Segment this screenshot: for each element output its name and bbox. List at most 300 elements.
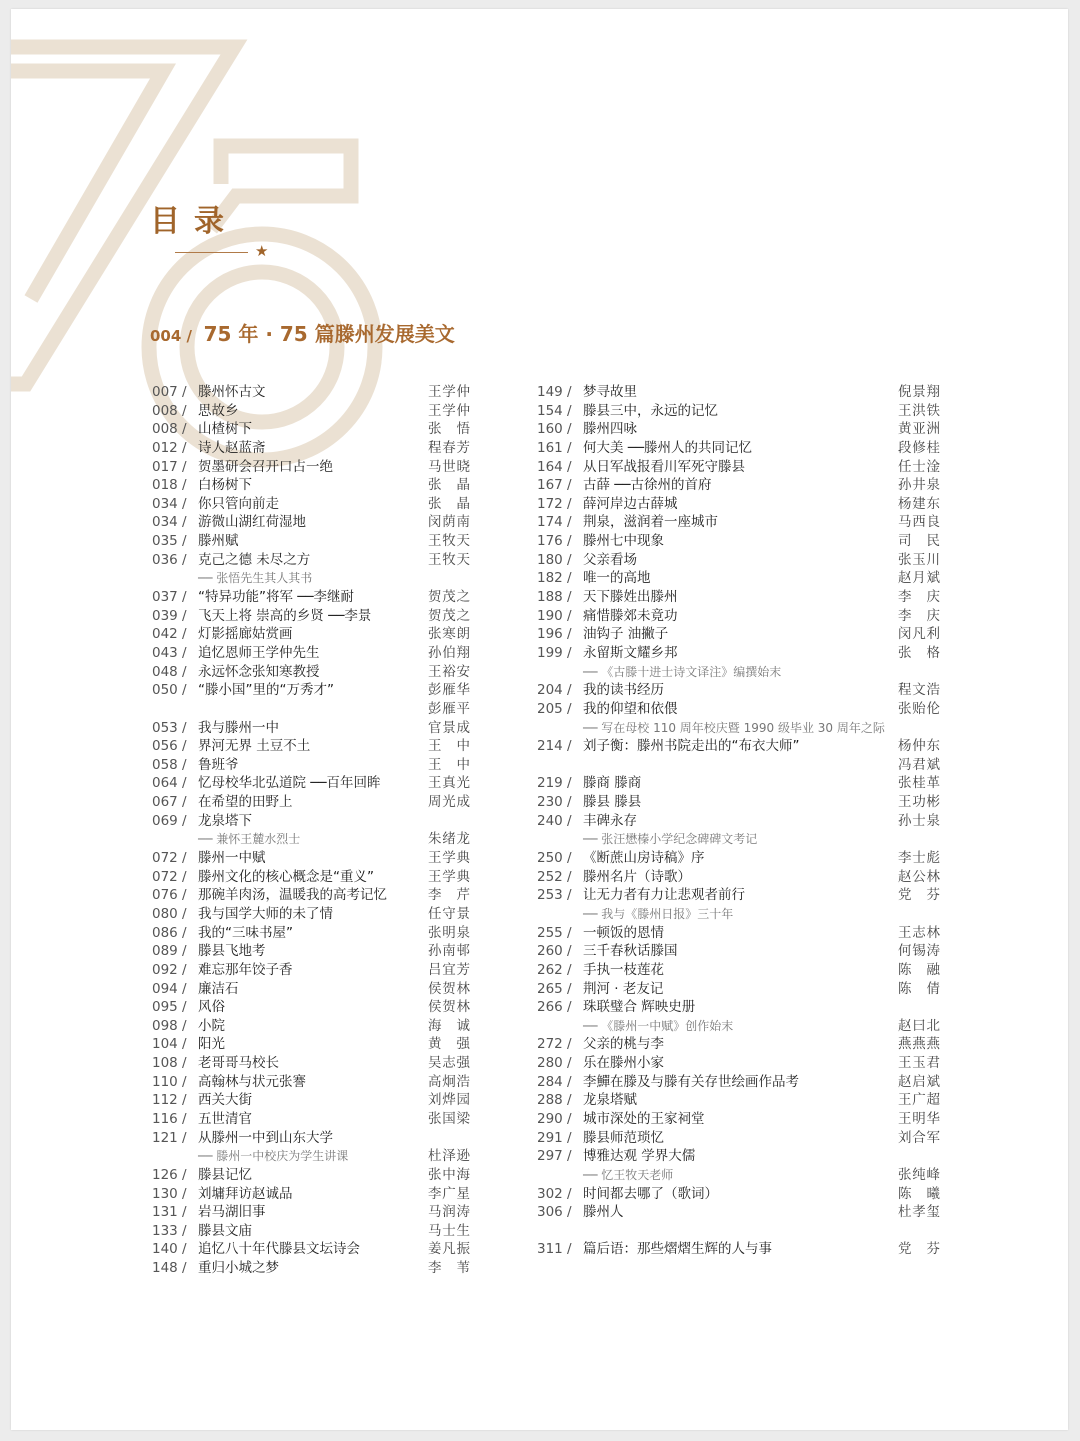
entry-title: 唯一的高地	[583, 570, 651, 587]
entry-page-number: 148 /	[152, 1260, 187, 1277]
entry-title: 诗人赵蓝斋	[198, 439, 266, 456]
entry-author: 杨仲东	[898, 738, 940, 755]
toc-entry[interactable]	[152, 905, 470, 924]
entry-author: 王功彬	[898, 794, 940, 811]
toc-entry[interactable]	[152, 439, 470, 458]
entry-page-number: 196 /	[537, 626, 572, 643]
entry-title: 风俗	[198, 999, 225, 1016]
entry-title: 龙泉塔赋	[583, 1092, 637, 1109]
entry-author: 王裕安	[428, 663, 470, 680]
toc-entry[interactable]	[152, 737, 470, 756]
entry-title: 重归小城之梦	[198, 1260, 279, 1277]
toc-entry[interactable]	[152, 476, 470, 495]
toc-subtitle-row	[537, 1166, 940, 1185]
toc-subtitle-row	[537, 663, 940, 682]
toc-entry[interactable]	[152, 402, 470, 421]
toc-entry[interactable]	[152, 756, 470, 775]
entry-title: 鲁班爷	[198, 756, 239, 773]
entry-title: 三千春秋话滕国	[583, 943, 678, 960]
entry-author: 张格	[898, 644, 940, 661]
entry-page-number: 072 /	[152, 868, 187, 885]
entry-author: 王学典	[428, 868, 470, 885]
entry-author: 周光成	[428, 794, 470, 811]
entry-page-number: 280 /	[537, 1055, 572, 1072]
entry-subtitle: ── 《古滕十进士诗文译注》编撰始末	[583, 664, 782, 679]
toc-entry[interactable]	[537, 774, 940, 793]
entry-author: 张晶	[428, 477, 470, 494]
entry-title: 滕州四咏	[583, 421, 637, 438]
entry-subtitle: ── 滕州一中校庆为学生讲课	[198, 1149, 349, 1164]
toc-entry[interactable]	[537, 1110, 940, 1129]
toc-entry[interactable]	[537, 980, 940, 999]
entry-author: 陈曦	[898, 1185, 940, 1202]
entry-page-number: 290 /	[537, 1110, 572, 1127]
entry-page-number: 053 /	[152, 719, 187, 736]
entry-title: 忆母校华北弘道院 ──百年回眸	[198, 775, 381, 792]
entry-author: 杜泽逊	[428, 1148, 470, 1165]
entry-subtitle: ── 《滕州一中赋》创作始末	[583, 1018, 734, 1033]
entry-page-number: 069 /	[152, 812, 187, 829]
entry-page-number: 126 /	[152, 1166, 187, 1183]
entry-page-number: 240 /	[537, 812, 572, 829]
entry-page-number: 297 /	[537, 1148, 572, 1165]
toc-entry[interactable]	[152, 1091, 470, 1110]
entry-author: 王真光	[428, 775, 470, 792]
entry-author: 王洪铁	[898, 402, 940, 419]
entry-title: 西关大街	[198, 1092, 252, 1109]
toc-entry[interactable]	[537, 588, 940, 607]
entry-page-number: 042 /	[152, 626, 187, 643]
entry-title: 岩马湖旧事	[198, 1204, 266, 1221]
entry-title: 我的仰望和依偎	[583, 700, 678, 717]
entry-author: 张纯峰	[898, 1166, 940, 1183]
entry-title: 难忘那年饺子香	[198, 961, 293, 978]
toc-entry[interactable]	[537, 476, 940, 495]
entry-author: 张明泉	[428, 924, 470, 941]
entry-page-number: 121 /	[152, 1129, 187, 1146]
toc-left-column	[152, 383, 470, 1278]
toc-entry[interactable]	[152, 1240, 470, 1259]
entry-page-number: 092 /	[152, 961, 187, 978]
entry-title: 游微山湖红荷湿地	[198, 514, 306, 531]
entry-title: 手执一枝莲花	[583, 961, 664, 978]
entry-author: 马士生	[428, 1222, 470, 1239]
toc-entry	[152, 700, 470, 719]
entry-author: 王学仲	[428, 384, 470, 400]
toc-subtitle-row	[152, 569, 470, 588]
entry-author: 陈融	[898, 961, 940, 978]
heading-divider	[175, 252, 248, 253]
entry-author: 吴志强	[428, 1055, 470, 1072]
toc-entry[interactable]	[152, 513, 470, 532]
entry-author: 王玉君	[898, 1055, 940, 1072]
entry-author: 何锡涛	[898, 943, 940, 960]
entry-author: 李苇	[428, 1260, 470, 1277]
entry-author: 任士淦	[898, 458, 940, 475]
toc-entry[interactable]	[537, 1054, 940, 1073]
toc-entry[interactable]	[537, 924, 940, 943]
section-heading	[150, 318, 455, 347]
entry-author: 吕宜芳	[428, 961, 470, 978]
toc-entry	[537, 756, 940, 775]
toc-entry[interactable]	[537, 532, 940, 551]
entry-author: 闵荫南	[428, 514, 470, 531]
entry-title: 一顿饭的恩情	[583, 924, 664, 941]
toc-entry[interactable]	[537, 700, 940, 719]
entry-author: 彭雁平	[428, 700, 470, 717]
toc-subtitle-row	[152, 1147, 470, 1166]
toc-entry[interactable]	[537, 420, 940, 439]
entry-author: 李士彪	[898, 850, 940, 867]
toc-entry[interactable]	[152, 849, 470, 868]
entry-page-number: 199 /	[537, 644, 572, 661]
entry-author: 王志林	[898, 924, 940, 941]
entry-author: 张桂革	[898, 775, 940, 792]
toc-entry[interactable]	[537, 961, 940, 980]
entry-page-number: 008 /	[152, 402, 187, 419]
entry-title: 永远怀念张知寒教授	[198, 663, 320, 680]
entry-title: 小院	[198, 1017, 225, 1034]
entry-page-number: 017 /	[152, 458, 187, 475]
toc-entry[interactable]	[537, 1091, 940, 1110]
entry-author: 赵月斌	[898, 570, 940, 587]
entry-subtitle: ── 写在母校 110 周年校庆暨 1990 级毕业 30 周年之际	[583, 720, 885, 735]
entry-page-number: 260 /	[537, 943, 572, 960]
entry-author: 李广星	[428, 1185, 470, 1202]
entry-author: 王牧天	[428, 551, 470, 568]
toc-entry[interactable]	[152, 663, 470, 682]
toc-entry[interactable]	[152, 383, 470, 402]
entry-title: 从滕州一中到山东大学	[198, 1129, 333, 1146]
toc-entry[interactable]	[537, 681, 940, 700]
toc-entry[interactable]	[152, 886, 470, 905]
entry-page-number: 230 /	[537, 794, 572, 811]
toc-right-column	[537, 383, 940, 1259]
toc-entry[interactable]	[152, 551, 470, 570]
toc-entry[interactable]	[537, 849, 940, 868]
entry-title: 滕县师范琐忆	[583, 1129, 664, 1146]
entry-author: 王牧天	[428, 533, 470, 550]
toc-entry[interactable]	[537, 1035, 940, 1054]
entry-title: 父亲看场	[583, 551, 637, 568]
entry-title: 那碗羊肉汤，温暖我的高考记忆	[198, 887, 387, 904]
entry-page-number: 164 /	[537, 458, 572, 475]
entry-title: 油钩子 油撇子	[583, 626, 669, 643]
entry-title: 滕州七中现象	[583, 533, 664, 550]
entry-title: “特异功能”将军 ──李继耐	[198, 589, 355, 606]
entry-page-number: 182 /	[537, 570, 572, 587]
entry-title: 克己之德 未尽之方	[198, 551, 311, 568]
entry-author: 任守景	[428, 905, 470, 922]
entry-title: 天下滕姓出滕州	[583, 589, 678, 606]
entry-title: 贺墨研会召开口占一绝	[198, 458, 333, 475]
entry-page-number: 067 /	[152, 794, 187, 811]
entry-title: 山楂树下	[198, 421, 252, 438]
entry-page-number: 266 /	[537, 999, 572, 1016]
toc-entry[interactable]	[537, 942, 940, 961]
toc-entry[interactable]	[152, 607, 470, 626]
entry-title: 《断蔗山房诗稿》序	[583, 850, 705, 867]
entry-page-number: 012 /	[152, 439, 187, 456]
entry-page-number: 291 /	[537, 1129, 572, 1146]
toc-entry[interactable]	[537, 1147, 940, 1166]
entry-title: 丰碑永存	[583, 812, 637, 829]
toc-entry[interactable]	[537, 383, 940, 402]
entry-page-number: 252 /	[537, 868, 572, 885]
toc-subtitle-row	[537, 719, 940, 738]
entry-author: 张贻伦	[898, 700, 940, 717]
entry-page-number: 058 /	[152, 756, 187, 773]
entry-page-number: 172 /	[537, 495, 572, 512]
toc-subtitle-row	[537, 1017, 940, 1036]
entry-page-number: 076 /	[152, 887, 187, 904]
toc-entry[interactable]	[537, 551, 940, 570]
entry-page-number: 214 /	[537, 738, 572, 755]
toc-subtitle-row	[537, 830, 940, 849]
toc-entry[interactable]	[152, 980, 470, 999]
toc-entry[interactable]	[152, 644, 470, 663]
toc-subtitle-row	[537, 905, 940, 924]
entry-title: 从日军战报看川军死守滕县	[583, 458, 745, 475]
entry-title: 滕商 滕商	[583, 775, 642, 792]
entry-title: 滕州文化的核心概念是“重义”	[198, 868, 374, 885]
toc-entry[interactable]	[537, 1203, 940, 1222]
entry-author: 司民	[898, 533, 940, 550]
entry-title: 刘墉拜访赵诚品	[198, 1185, 293, 1202]
toc-entry[interactable]	[152, 1054, 470, 1073]
entry-page-number: 306 /	[537, 1204, 572, 1221]
entry-title: 篇后语：那些熠熠生辉的人与事	[583, 1241, 772, 1258]
entry-title: 滕州怀古文	[198, 384, 266, 400]
toc-entry[interactable]	[537, 812, 940, 831]
entry-title: 高翰林与状元张謇	[198, 1073, 306, 1090]
entry-author: 王中	[428, 756, 470, 773]
entry-page-number: 104 /	[152, 1036, 187, 1053]
toc-heading: 目录	[150, 204, 238, 239]
entry-page-number: 110 /	[152, 1073, 187, 1090]
entry-author: 党芬	[898, 1241, 940, 1258]
toc-entry[interactable]	[152, 868, 470, 887]
entry-title: 永留斯文耀乡邦	[583, 644, 678, 661]
entry-author: 陈倩	[898, 980, 940, 997]
entry-subtitle: ── 张悟先生其人其书	[198, 571, 313, 586]
entry-title: 我的读书经历	[583, 682, 664, 699]
toc-entry[interactable]	[152, 793, 470, 812]
toc-entry[interactable]	[537, 513, 940, 532]
toc-entry[interactable]	[152, 1259, 470, 1278]
entry-title: 父亲的桃与李	[583, 1036, 664, 1053]
entry-page-number: 133 /	[152, 1222, 187, 1239]
entry-author: 党芬	[898, 887, 940, 904]
toc-entry[interactable]	[152, 924, 470, 943]
entry-author: 王广超	[898, 1092, 940, 1109]
entry-page-number: 056 /	[152, 738, 187, 755]
entry-title: 荆泉，滋润着一座城市	[583, 514, 718, 531]
entry-subtitle: ── 兼怀王麓水烈士	[198, 832, 301, 847]
entry-page-number: 034 /	[152, 495, 187, 512]
entry-page-number: 176 /	[537, 533, 572, 550]
entry-title: 我与滕州一中	[198, 719, 279, 736]
toc-entry[interactable]	[152, 532, 470, 551]
entry-page-number: 036 /	[152, 551, 187, 568]
entry-author: 官景成	[428, 719, 470, 736]
toc-entry[interactable]	[152, 719, 470, 738]
entry-author: 姜凡振	[428, 1241, 470, 1258]
toc-entry[interactable]	[152, 998, 470, 1017]
entry-title: 白杨树下	[198, 477, 252, 494]
entry-author: 刘烨园	[428, 1092, 470, 1109]
entry-title: 在希望的田野上	[198, 794, 293, 811]
entry-title: 让无力者有力让悲观者前行	[583, 887, 745, 904]
entry-author: 张晶	[428, 495, 470, 512]
entry-author: 孙南邨	[428, 943, 470, 960]
entry-author: 程春芳	[428, 439, 470, 456]
toc-entry[interactable]	[152, 1110, 470, 1129]
toc-entry[interactable]	[152, 420, 470, 439]
entry-author: 赵公林	[898, 868, 940, 885]
toc-entry[interactable]	[152, 961, 470, 980]
entry-page-number: 112 /	[152, 1092, 187, 1109]
toc-entry[interactable]	[152, 1129, 470, 1148]
entry-author: 程文浩	[898, 682, 940, 699]
entry-title: 刘子衡：滕州书院走出的“布衣大师”	[583, 738, 800, 755]
entry-title: 城市深处的王家祠堂	[583, 1110, 705, 1127]
entry-title: 滕县 滕县	[583, 794, 642, 811]
toc-entry[interactable]	[152, 495, 470, 514]
toc-entry[interactable]	[537, 886, 940, 905]
toc-entry[interactable]	[537, 998, 940, 1017]
entry-page-number: 098 /	[152, 1017, 187, 1034]
toc-entry[interactable]	[537, 793, 940, 812]
entry-title: 珠联璧合 辉映史册	[583, 999, 696, 1016]
toc-entry[interactable]	[152, 1166, 470, 1185]
entry-title: 荆河 · 老友记	[583, 980, 664, 997]
entry-page-number: 253 /	[537, 887, 572, 904]
toc-entry[interactable]	[537, 607, 940, 626]
entry-title: 滕州赋	[198, 533, 239, 550]
entry-title: 灯影摇廊姑赏画	[198, 626, 293, 643]
toc-entry[interactable]	[537, 625, 940, 644]
toc-entry[interactable]	[152, 1073, 470, 1092]
toc-entry[interactable]	[152, 588, 470, 607]
entry-page-number: 035 /	[152, 533, 187, 550]
entry-author: 李庆	[898, 589, 940, 606]
entry-title: 飞天上将 崇高的乡贤 ──李景	[198, 607, 372, 624]
entry-author: 黄亚洲	[898, 421, 940, 438]
toc-subtitle-row	[152, 830, 470, 849]
entry-author: 刘合军	[898, 1129, 940, 1146]
toc-entry[interactable]	[537, 495, 940, 514]
entry-title: 老哥哥马校长	[198, 1055, 279, 1072]
entry-author: 孙士泉	[898, 812, 940, 829]
toc-entry[interactable]	[152, 458, 470, 477]
star-icon: ★	[255, 242, 269, 260]
entry-page-number: 034 /	[152, 514, 187, 531]
toc-entry[interactable]	[537, 439, 940, 458]
entry-title: 滕县记忆	[198, 1166, 252, 1183]
entry-page-number: 149 /	[537, 384, 572, 400]
entry-title: 李鱓在滕及与滕有关存世绘画作品考	[583, 1073, 799, 1090]
toc-entry[interactable]	[537, 458, 940, 477]
toc-entry[interactable]	[152, 1017, 470, 1036]
entry-author: 杨建东	[898, 495, 940, 512]
toc-entry[interactable]	[537, 1185, 940, 1204]
entry-title: 廉洁石	[198, 980, 239, 997]
entry-author: 倪景翔	[898, 384, 940, 400]
entry-page-number: 311 /	[537, 1241, 572, 1258]
toc-entry[interactable]	[152, 1203, 470, 1222]
entry-page-number: 086 /	[152, 924, 187, 941]
entry-author: 张中海	[428, 1166, 470, 1183]
entry-page-number: 116 /	[152, 1110, 187, 1127]
entry-page-number: 094 /	[152, 980, 187, 997]
entry-page-number: 007 /	[152, 384, 187, 400]
toc-entry[interactable]	[537, 644, 940, 663]
entry-author: 朱绪龙	[428, 831, 470, 848]
entry-author: 黄强	[428, 1036, 470, 1053]
entry-author: 冯君斌	[898, 756, 940, 773]
entry-page-number: 219 /	[537, 775, 572, 792]
entry-subtitle: ── 我与《滕州日报》三十年	[583, 906, 734, 921]
toc-entry[interactable]	[152, 1222, 470, 1241]
toc-entry[interactable]	[537, 1073, 940, 1092]
toc-entry[interactable]	[537, 402, 940, 421]
entry-page-number: 174 /	[537, 514, 572, 531]
entry-author: 海诚	[428, 1017, 470, 1034]
entry-page-number: 089 /	[152, 943, 187, 960]
toc-entry[interactable]	[537, 737, 940, 756]
entry-title: 滕州一中赋	[198, 850, 266, 867]
entry-page-number: 204 /	[537, 682, 572, 699]
entry-title: 滕县三中，永远的记忆	[583, 402, 718, 419]
toc-entry[interactable]	[152, 812, 470, 831]
entry-page-number: 154 /	[537, 402, 572, 419]
entry-title: 界河无界 土豆不土	[198, 738, 311, 755]
entry-title: 思故乡	[198, 402, 239, 419]
entry-title: 滕州人	[583, 1204, 624, 1221]
toc-entry[interactable]	[152, 681, 470, 700]
entry-author: 张寒朗	[428, 626, 470, 643]
entry-page-number: 180 /	[537, 551, 572, 568]
entry-author: 马世晓	[428, 458, 470, 475]
entry-author: 杜孝玺	[898, 1204, 940, 1221]
entry-title: 追忆八十年代滕县文坛诗会	[198, 1241, 360, 1258]
entry-title: 古薛 ──古徐州的首府	[583, 477, 712, 494]
entry-page-number: 043 /	[152, 644, 187, 661]
entry-page-number: 018 /	[152, 477, 187, 494]
toc-entry[interactable]	[537, 1129, 940, 1148]
entry-page-number: 262 /	[537, 961, 572, 978]
toc-entry[interactable]	[537, 1240, 940, 1259]
entry-page-number: 064 /	[152, 775, 187, 792]
entry-page-number: 160 /	[537, 421, 572, 438]
entry-author: 王学典	[428, 850, 470, 867]
toc-entry[interactable]	[152, 774, 470, 793]
toc-entry[interactable]	[537, 569, 940, 588]
toc-entry[interactable]	[537, 868, 940, 887]
toc-entry[interactable]	[152, 1185, 470, 1204]
entry-author: 贺茂之	[428, 607, 470, 624]
entry-author: 张玉川	[898, 551, 940, 568]
toc-entry[interactable]	[152, 625, 470, 644]
entry-title: 滕州名片（诗歌）	[583, 868, 691, 885]
toc-entry[interactable]	[152, 1035, 470, 1054]
entry-title: 博雅达观 学界大儒	[583, 1148, 696, 1165]
entry-title: 滕县飞地考	[198, 943, 266, 960]
entry-page-number: 302 /	[537, 1185, 572, 1202]
toc-entry[interactable]	[152, 942, 470, 961]
entry-author: 马润涛	[428, 1204, 470, 1221]
